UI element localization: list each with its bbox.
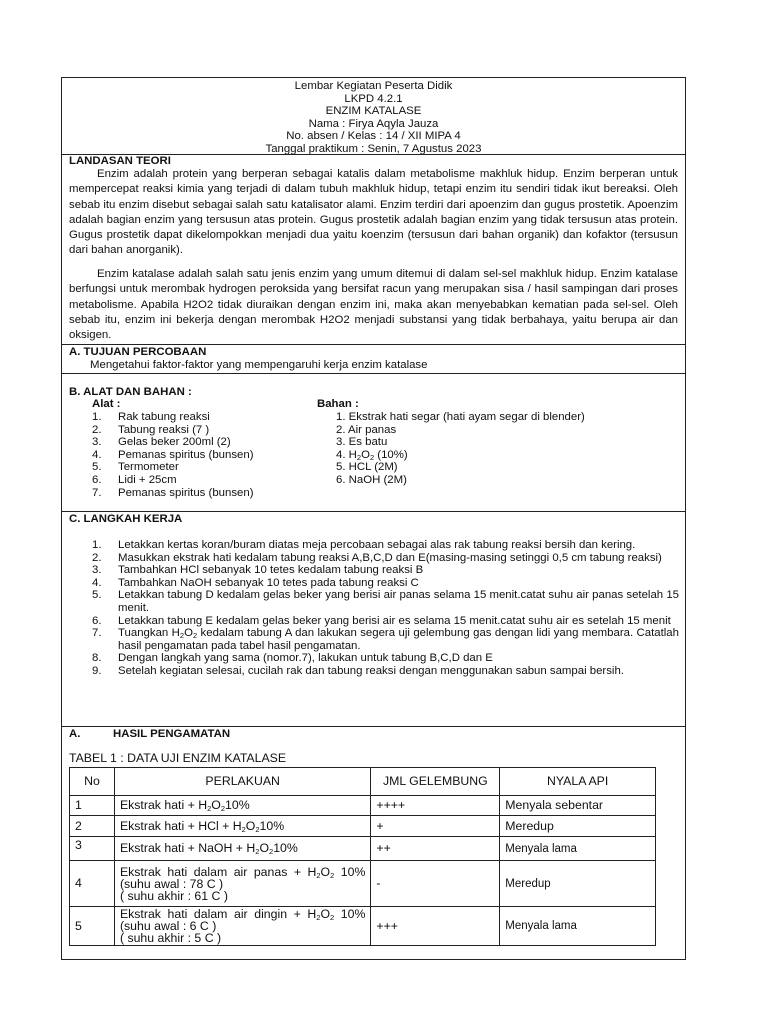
list-item: 6. Letakkan tabung E kedalam gelas beker yang berisi air es selama 15 menit.catat suhu air es setelah 15 menit [92, 614, 671, 627]
cell-nyala: Meredup [500, 861, 656, 907]
cell-perlakuan: Ekstrak hati dalam air panas + $H_2O_2$ 10% (suhu awal : 78 C ) ( suhu akhir : 61 C ) [114, 861, 370, 907]
alat-list [92, 411, 254, 499]
divider [62, 726, 685, 727]
list-item: 2. Tabung reaksi (7 ) [92, 423, 210, 436]
list-item: 6. Lidi + 25cm [92, 473, 177, 486]
cell-perlakuan: Ekstrak hati + HCl + $H_2O_210\%$ [114, 816, 370, 837]
table-row [70, 837, 656, 861]
landasan-paragraph-1: Enzim adalah protein yang berperan sebagai katalis dalam metabolisme makhluk hidup. Enzim berperan untuk mempercepat reaksi kimia yang terjadi di dalam tubuh makhluk hidup, tetapi enzim itu sendiri tidak ikut bereaksi. Oleh sebab itu enzim disebut sebagai salah satu katalisator alami. Enzim terdiri dari apoenzim dan gugus prostetik. Apoenzim adalah bagian enzim yang tersusun atas protein. Gugus prostetik adalah bagian enzim yang tidak tersusun atas protein. Gugus prostetik dapat dikelompokkan menjadi dua yaitu koenzim (tersusun dari bahan organik) dan kofaktor (tersusun dari bahan anorganik). [69, 168, 678, 257]
header-line-4: Nama : Firya Aqyla Jauza [308, 117, 439, 130]
header-gelembung: JML GELEMBUNG [371, 768, 500, 796]
header-no: No [70, 768, 115, 796]
header-line-3: ENZIM KATALASE [325, 105, 422, 118]
tujuan-title: A. TUJUAN PERCOBAAN [69, 346, 207, 358]
cell-perlakuan: Ekstrak hati + NaOH + $H_2O_210\%$ [114, 837, 370, 861]
list-item: 1. Rak tabung reaksi [92, 411, 210, 423]
header-line-2: LKPD 4.2.1 [344, 92, 403, 105]
list-item: 1. Ekstrak hati segar (hati ayam segar di blender) [336, 411, 585, 423]
table-caption: TABEL 1 : DATA UJI ENZIM KATALASE [69, 751, 287, 765]
list-item: 5. HCL (2M) [336, 461, 398, 474]
list-item: 3. Tambahkan HCl sebanyak 10 tetes kedalam tabung reaksi B [92, 564, 424, 577]
hasil-label-letter: A. [69, 728, 81, 740]
header-line-6: Tanggal praktikum : Senin, 7 Agustus 2023 [265, 142, 482, 155]
worksheet-frame [61, 77, 686, 960]
tujuan-text: Mengetahui faktor-faktor yang mempengaruhi kerja enzim katalase [90, 359, 428, 371]
header-line-5: No. absen / Kelas : 14 / XII MIPA 4 [286, 130, 461, 143]
alat-bahan-title: B. ALAT DAN BAHAN : [69, 386, 192, 398]
table-header-row [70, 768, 656, 796]
cell-nyala: Menyala lama [500, 907, 656, 946]
cell-perlakuan: Ekstrak hati dalam air dingin + $H_2O_2$ 10% (suhu awal : 6 C ) ( suhu akhir : 5 C ) [114, 907, 370, 946]
cell-no: 1 [70, 796, 115, 816]
cell-no: 4 [70, 861, 115, 907]
bahan-list [336, 411, 585, 487]
hasil-table [69, 767, 656, 946]
cell-no: 2 [70, 816, 115, 837]
cell-gelembung: ++++ [371, 796, 500, 816]
list-item: 9. Setelah kegiatan selesai, cucilah rak dan tabung reaksi dengan menggunakan sabun sampai bersih. [92, 664, 624, 677]
cell-gelembung: +++ [371, 907, 500, 946]
worksheet-header [62, 80, 685, 156]
divider [62, 373, 685, 374]
table-row [70, 861, 656, 907]
langkah-list [92, 539, 679, 678]
list-item: 5. Letakkan tabung D kedalam gelas beker yang berisi air panas selama 15 menit.catat suhu air panas setelah 15 menit. [92, 589, 679, 614]
list-item: 4. Tambahkan NaOH sebanyak 10 tetes pada tabung reaksi C [92, 576, 419, 589]
list-item: 7. Pemanas spiritus (bunsen) [92, 486, 254, 499]
cell-no: 5 [70, 907, 115, 946]
list-item: 2. Air panas [336, 423, 397, 436]
cell-gelembung: - [371, 861, 500, 907]
cell-nyala: Meredup [500, 816, 656, 837]
header-line-1: Lembar Kegiatan Peserta Didik [294, 80, 453, 92]
alat-label: Alat : [92, 398, 121, 410]
list-item: 1. Letakkan kertas koran/buram diatas meja percobaan sebagai alas rak tabung reaksi bersih dan kering. [92, 539, 636, 551]
list-item: 7. Tuangkan $H_2O_2$ kedalam tabung A dan lakukan segera uji gelembung gas dengan lidi yang membara. Catatlah hasil pengamatan pada tabel hasil pengamatan. [92, 627, 679, 652]
landasan-title: LANDASAN TEORI [69, 155, 171, 167]
hasil-title: HASIL PENGAMATAN [113, 728, 231, 740]
cell-no: 3 [70, 837, 115, 861]
list-item: 4. $H_2O_2$ (10%) [336, 448, 408, 462]
divider [62, 511, 685, 512]
table-row [70, 907, 656, 946]
cell-gelembung: + [371, 816, 500, 837]
langkah-title: C. LANGKAH KERJA [69, 513, 183, 525]
landasan-paragraph-2: Enzim katalase adalah salah satu jenis enzim yang umum ditemui di dalam sel-sel makhluk hidup. Enzim katalase berfungsi untuk merombak hydrogen peroksida yang bersifat racun yang merupakan sisa / hasil sampingan dari proses metabolisme. Apabila H2O2 tidak diuraikan dengan enzim ini, maka akan menyebabkan kematian pada sel-sel. Oleh sebab itu, enzim ini bekerja dengan merombak H2O2 menjadi substansi yang tidak berbahaya, yaitu berupa air dan oksigen. [69, 268, 678, 342]
cell-perlakuan: Ekstrak hati + $H_2O_210\%$ [114, 796, 370, 816]
list-item: 2. Masukkan ekstrak hati kedalam tabung reaksi A,B,C,D dan E(masing-masing setinggi 0,5 cm tabung reaksi) [92, 551, 662, 564]
header-nyala: NYALA API [500, 768, 656, 796]
list-item: 6. NaOH (2M) [336, 473, 407, 486]
list-item: 4. Pemanas spiritus (bunsen) [92, 448, 254, 461]
cell-nyala: Menyala lama [500, 837, 656, 861]
cell-nyala: Menyala sebentar [500, 796, 656, 816]
table-row [70, 796, 656, 816]
list-item: 3. Gelas beker 200ml (2) [92, 436, 231, 449]
list-item: 5. Termometer [92, 461, 179, 474]
cell-gelembung: ++ [371, 837, 500, 861]
header-perlakuan: PERLAKUAN [114, 768, 370, 796]
list-item: 8. Dengan langkah yang sama (nomor.7), lakukan untuk tabung B,C,D dan E [92, 652, 493, 665]
divider [62, 344, 685, 345]
bahan-label: Bahan : [317, 398, 359, 410]
table-row [70, 816, 656, 837]
list-item: 3. Es batu [336, 436, 388, 449]
